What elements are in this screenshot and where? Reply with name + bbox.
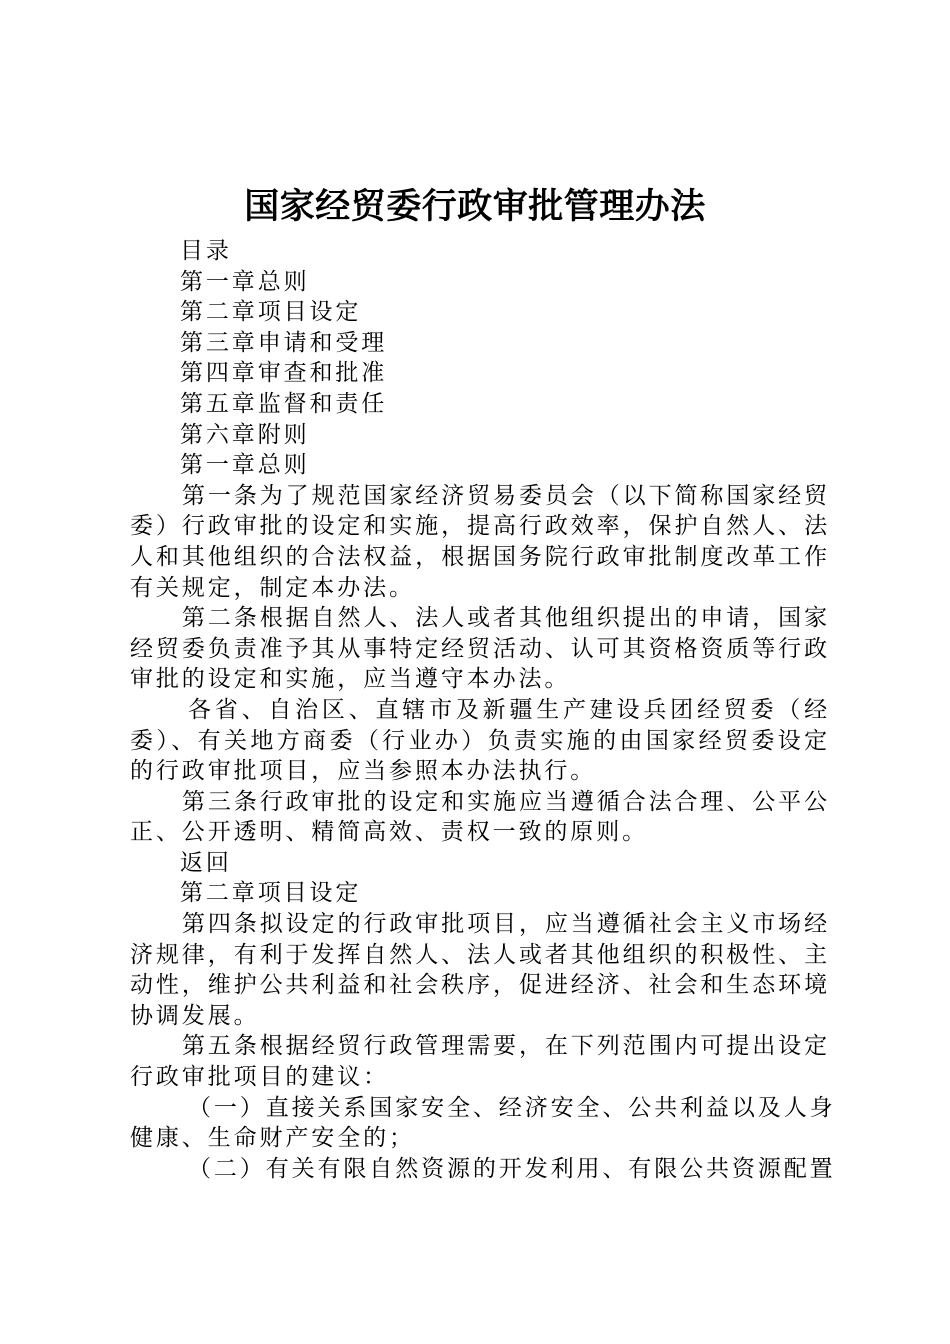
chapter2-heading: 第二章项目设定 — [180, 880, 362, 907]
toc-item-chapter1[interactable]: 第一章总则 — [180, 268, 310, 295]
article4-line: 济规律，有利于发挥自然人、法人或者其他组织的积极性、主 — [130, 941, 830, 968]
article2-line: 经贸委负责准予其从事特定经贸活动、认可其资格资质等行政 — [130, 635, 830, 662]
toc-heading: 目录 — [180, 238, 232, 264]
article1-line: 人和其他组织的合法权益，根据国务院行政审批制度改革工作 — [130, 543, 830, 570]
list-item-2-line: （二）有关有限自然资源的开发利用、有限公共资源配置 — [188, 1155, 836, 1182]
article2-para2-line: 各省、自治区、直辖市及新疆生产建设兵团经贸委（经 — [188, 696, 830, 723]
document-title: 国家经贸委行政审批管理办法 — [244, 187, 706, 227]
toc-item-chapter3[interactable]: 第三章申请和受理 — [180, 329, 388, 356]
article3-line: 正、公开透明、精简高效、责权一致的原则。 — [130, 819, 648, 846]
chapter1-heading: 第一章总则 — [180, 452, 310, 479]
toc-item-chapter6[interactable]: 第六章附则 — [180, 421, 310, 448]
article1-line: 第一条为了规范国家经济贸易委员会（以下简称国家经贸 — [182, 482, 830, 509]
back-link[interactable]: 返回 — [180, 849, 232, 876]
toc-item-chapter2[interactable]: 第二章项目设定 — [180, 299, 362, 326]
article4-line: 协调发展。 — [130, 1002, 260, 1029]
article2-para2-line: 委）、有关地方商委（行业办）负责实施的由国家经贸委设定 — [130, 727, 830, 754]
article5-line: 行政审批项目的建议： — [130, 1064, 389, 1091]
article2-para2-line: 的行政审批项目，应当参照本办法执行。 — [130, 758, 597, 785]
article2-line: 第二条根据自然人、法人或者其他组织提出的申请，国家 — [182, 605, 830, 632]
article3-line: 第三条行政审批的设定和实施应当遵循合法合理、公平公 — [182, 788, 830, 815]
article5-line: 第五条根据经贸行政管理需要，在下列范围内可提出设定 — [182, 1033, 830, 1060]
list-item-1-line: 健康、生命财产安全的； — [130, 1125, 415, 1152]
article4-line: 动性，维护公共利益和社会秩序，促进经济、社会和生态环境 — [130, 972, 830, 999]
article1-line: 有关规定，制定本办法。 — [130, 574, 415, 601]
document-body — [130, 236, 836, 1184]
article2-line: 审批的设定和实施，应当遵守本办法。 — [130, 666, 571, 693]
toc-item-chapter4[interactable]: 第四章审查和批准 — [180, 360, 388, 387]
list-item-1-line: （一）直接关系国家安全、经济安全、公共利益以及人身 — [188, 1094, 836, 1121]
toc-item-chapter5[interactable]: 第五章监督和责任 — [180, 390, 388, 417]
article4-line: 第四条拟设定的行政审批项目，应当遵循社会主义市场经 — [182, 911, 830, 938]
article1-line: 委）行政审批的设定和实施，提高行政效率，保护自然人、法 — [130, 513, 830, 540]
